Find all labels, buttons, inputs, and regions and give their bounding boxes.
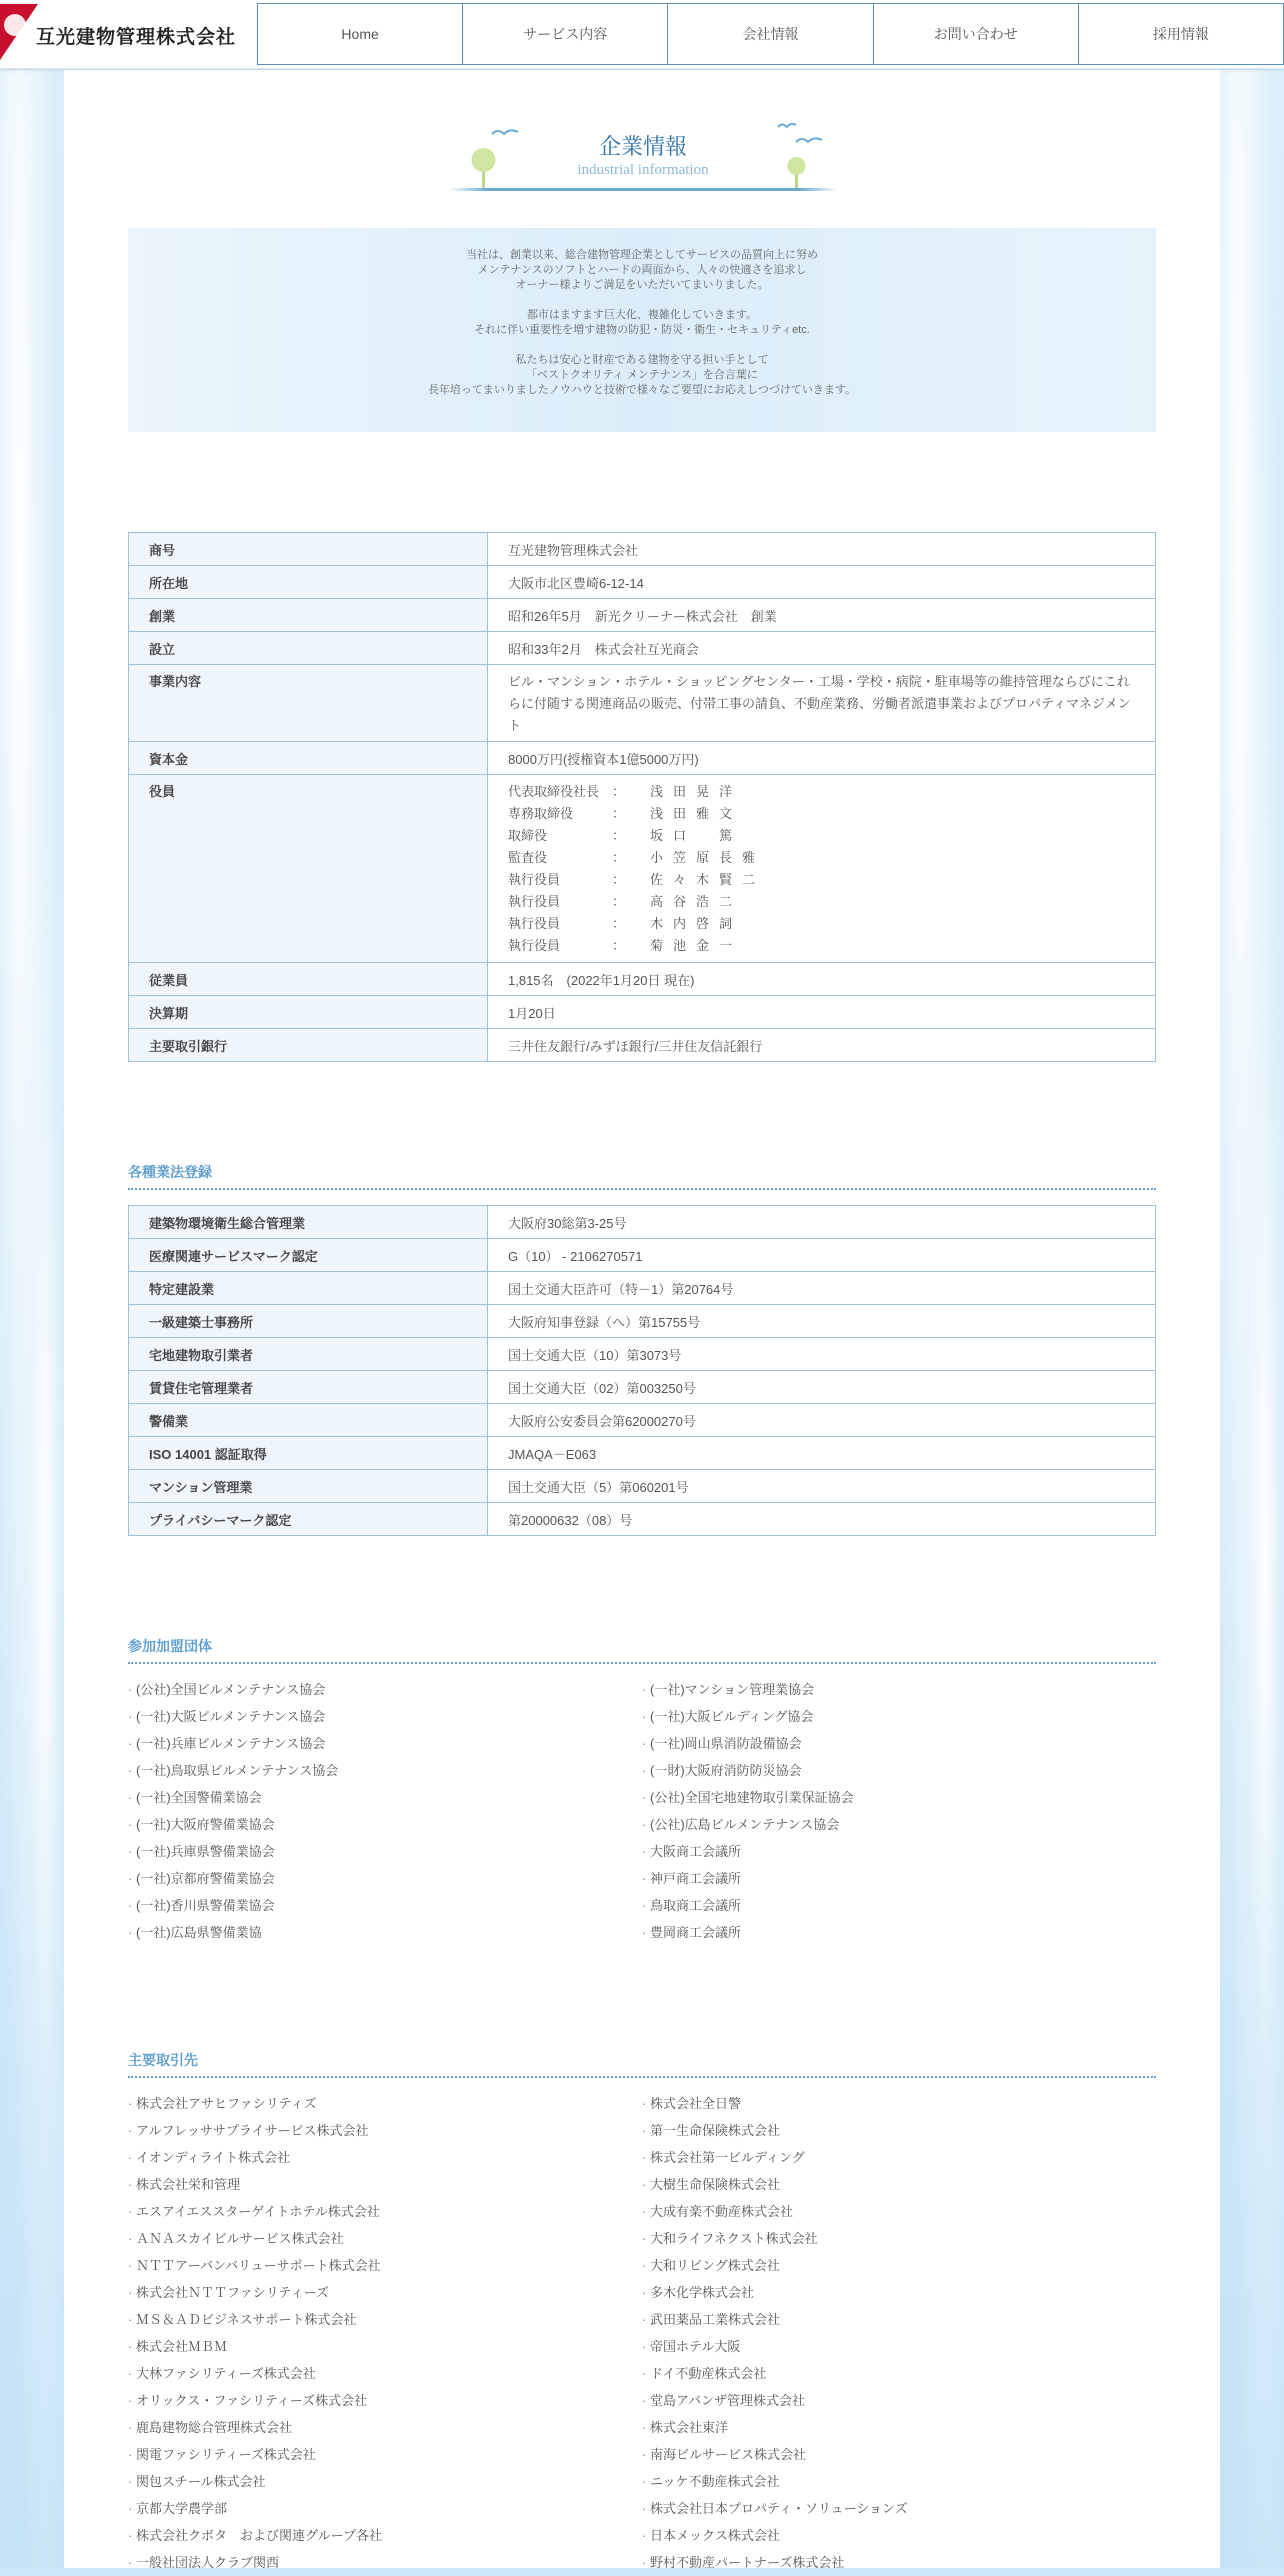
officer-separator: ： <box>612 784 626 799</box>
section-title-registrations: 各種業法登録 <box>128 1162 1156 1190</box>
nav-company[interactable]: 会社情報 <box>667 3 872 65</box>
officer-role: 取締役 <box>508 828 548 843</box>
officer-role: 執行役員 <box>508 872 561 887</box>
table-row <box>129 665 1156 742</box>
list-item: · ＡＮＡスカイビルサービス株式会社 <box>128 2225 642 2252</box>
list-item: · (公社)広島ビルメンテナンス協会 <box>642 1811 1156 1838</box>
officer-separator: ： <box>612 916 626 931</box>
row-label: 建築物環境衛生総合管理業 <box>129 1206 488 1239</box>
row-label: 従業員 <box>129 963 488 996</box>
intro-paragraph: 私たちは安心と財産である建物を守る担い手として 「ベストクオリティ メンテナンス」を合言葉に 長年培ってまいりましたノウハウと技術で様々なご要望にお応えしつづけていきます。 <box>427 354 857 396</box>
row-label: 事業内容 <box>129 665 488 742</box>
row-value: 昭和33年2月 株式会社互光商会 <box>488 632 1156 665</box>
row-value: 昭和26年5月 新光クリーナー株式会社 創業 <box>488 599 1156 632</box>
list-item: · ＮＴＴアーバンバリューサポート株式会社 <box>128 2252 642 2279</box>
table-row <box>129 1029 1156 1062</box>
list-item: · オリックス・ファシリティーズ株式会社 <box>128 2387 642 2414</box>
officer-row <box>508 825 1135 847</box>
row-value: 第20000632（08）号 <box>488 1503 1156 1536</box>
officer-separator: ： <box>612 938 626 953</box>
list-item: · エスアイエススターゲイトホテル株式会社 <box>128 2198 642 2225</box>
nav-contact[interactable]: お問い合わせ <box>873 3 1078 65</box>
row-value: 1,815名 (2022年1月20日 現在) <box>488 963 1156 996</box>
row-label: 医療関連サービスマーク認定 <box>129 1239 488 1272</box>
list-item: · 大樹生命保険株式会社 <box>642 2171 1156 2198</box>
table-row <box>129 1305 1156 1338</box>
list-item: · (一社)マンション管理業協会 <box>642 1676 1156 1703</box>
list-item: · 株式会社クボタ および関連グループ各社 <box>128 2522 642 2549</box>
table-row <box>129 996 1156 1029</box>
list-item: · 鹿島建物総合管理株式会社 <box>128 2414 642 2441</box>
list-item: · 株式会社ＭＢＭ <box>128 2333 642 2360</box>
row-value: ビル・マンション・ホテル・ショッピングセンター・工場・学校・病院・駐車場等の維持管理ならびにこれらに付随する関連商品の販売、付帯工事の請負、不動産業務、労働者派遣事業およびプロパティマネジメント <box>488 665 1156 742</box>
list-item: · 大成有楽不動産株式会社 <box>642 2198 1156 2225</box>
row-value: 互光建物管理株式会社 <box>488 533 1156 566</box>
logo-emblem-icon <box>4 14 26 36</box>
row-value: 国土交通大臣（5）第060201号 <box>488 1470 1156 1503</box>
intro-paragraph: 当社は、創業以来、総合建物管理企業としてサービスの品質向上に努め メンテナンスのソフトとハードの両面から、人々の快適さを追求し オーナー様よりご満足をいただいてまいりました。 <box>466 249 818 291</box>
officer-role: 執行役員 <box>508 938 561 953</box>
table-row <box>129 963 1156 996</box>
list-item: · 株式会社第一ビルディング <box>642 2144 1156 2171</box>
list-item: · (一社)広島県警備業協 <box>128 1919 642 1946</box>
page-title-ja: 企業情報 <box>598 135 687 160</box>
officers-list <box>488 775 1156 963</box>
row-value: 国土交通大臣（02）第003250号 <box>488 1371 1156 1404</box>
officer-name: 佐々木賢二 <box>650 872 766 887</box>
officer-name: 菊池金一 <box>650 938 743 953</box>
intro-message <box>128 228 1156 432</box>
row-label: 決算期 <box>129 996 488 1029</box>
row-label: 設立 <box>129 632 488 665</box>
list-item: · 大林ファシリティーズ株式会社 <box>128 2360 642 2387</box>
officer-role: 執行役員 <box>508 916 561 931</box>
row-value: 8000万円(授権資本1億5000万円) <box>488 742 1156 775</box>
officer-name: 小笠原長雅 <box>650 850 766 865</box>
list-item: · (一社)大阪ビルディング協会 <box>642 1703 1156 1730</box>
list-item: · 大阪商工会議所 <box>642 1838 1156 1865</box>
nav-recruit[interactable]: 採用情報 <box>1078 3 1284 65</box>
officer-separator: ： <box>612 806 626 821</box>
officer-name: 木内啓詞 <box>650 916 743 931</box>
officer-separator: ： <box>612 850 626 865</box>
list-item: · 南海ビルサービス株式会社 <box>642 2441 1156 2468</box>
officer-row <box>508 935 1135 957</box>
officer-role: 執行役員 <box>508 894 561 909</box>
officer-row <box>508 781 1135 803</box>
row-label: 主要取引銀行 <box>129 1029 488 1062</box>
officer-separator: ： <box>612 894 626 909</box>
list-item: · (一社)兵庫県警備業協会 <box>128 1838 642 1865</box>
table-row <box>129 1272 1156 1305</box>
officer-separator: ： <box>612 828 626 843</box>
list-item: · 第一生命保険株式会社 <box>642 2117 1156 2144</box>
table-row <box>129 1371 1156 1404</box>
list-item: · 株式会社東洋 <box>642 2414 1156 2441</box>
list-item: · 関電ファシリティーズ株式会社 <box>128 2441 642 2468</box>
row-label: ISO 14001 認証取得 <box>129 1437 488 1470</box>
officer-separator: ： <box>612 872 626 887</box>
intro-paragraph: 都市はますます巨大化、複雑化していきます。 それに伴い重要性を増す建物の防犯・防災・衛生・セキュリティetc. <box>474 309 810 336</box>
list-item: · 一般社団法人クラブ関西 <box>128 2549 642 2576</box>
row-value: 大阪府公安委員会第62000270号 <box>488 1404 1156 1437</box>
company-info-table <box>128 532 1156 1062</box>
list-item: · (一社)兵庫ビルメンテナンス協会 <box>128 1730 642 1757</box>
table-row <box>129 632 1156 665</box>
list-item: · (公社)全国ビルメンテナンス協会 <box>128 1676 642 1703</box>
row-label: 特定建設業 <box>129 1272 488 1305</box>
list-item: · 堂島アバンザ管理株式会社 <box>642 2387 1156 2414</box>
list-item: · (一社)香川県警備業協会 <box>128 1892 642 1919</box>
clients-list <box>128 2090 1156 2576</box>
list-item: · イオンディライト株式会社 <box>128 2144 642 2171</box>
page-title <box>448 120 838 200</box>
section-title-associations: 参加加盟団体 <box>128 1636 1156 1664</box>
row-label: 資本金 <box>129 742 488 775</box>
row-label: 商号 <box>129 533 488 566</box>
site-header <box>0 0 1284 69</box>
table-row <box>129 775 1156 963</box>
list-item: · ＭＳ＆ＡＤビジネスサポート株式会社 <box>128 2306 642 2333</box>
table-row <box>129 566 1156 599</box>
list-item: · 武田薬品工業株式会社 <box>642 2306 1156 2333</box>
list-item: · 帝国ホテル大阪 <box>642 2333 1156 2360</box>
title-underline <box>448 188 838 191</box>
section-title-clients: 主要取引先 <box>128 2050 1156 2078</box>
nav-services[interactable]: サービス内容 <box>462 3 667 65</box>
row-value: 大阪府30総第3-25号 <box>488 1206 1156 1239</box>
row-label: 所在地 <box>129 566 488 599</box>
list-item: · 京都大学農学部 <box>128 2495 642 2522</box>
list-item: · ニッケ不動産株式会社 <box>642 2468 1156 2495</box>
registrations-table <box>128 1205 1156 1536</box>
row-value: 国土交通大臣許可（特－1）第20764号 <box>488 1272 1156 1305</box>
logo-text: 互光建物管理株式会社 <box>36 26 237 48</box>
list-item: · (一社)鳥取県ビルメンテナンス協会 <box>128 1757 642 1784</box>
list-item: · 日本メックス株式会社 <box>642 2522 1156 2549</box>
table-row <box>129 742 1156 775</box>
list-item: · 豊岡商工会議所 <box>642 1919 1156 1946</box>
officer-row <box>508 803 1135 825</box>
page-title-en: industrial information <box>577 162 709 178</box>
list-item: · アルフレッササプライサービス株式会社 <box>128 2117 642 2144</box>
logo[interactable] <box>0 0 250 68</box>
table-row <box>129 533 1156 566</box>
row-label: 警備業 <box>129 1404 488 1437</box>
table-row <box>129 1404 1156 1437</box>
row-value: G（10） - 2106270571 <box>488 1239 1156 1272</box>
nav-home[interactable]: Home <box>257 3 462 65</box>
table-row <box>129 1206 1156 1239</box>
list-item: · (公社)全国宅地建物取引業保証協会 <box>642 1784 1156 1811</box>
list-item: · (一社)岡山県消防設備協会 <box>642 1730 1156 1757</box>
list-item: · 株式会社栄和管理 <box>128 2171 642 2198</box>
officer-name: 坂口 篤 <box>650 828 743 843</box>
sky-background-right <box>1220 70 1284 2568</box>
officer-row <box>508 869 1135 891</box>
list-item: · 関包スチール株式会社 <box>128 2468 642 2495</box>
table-row <box>129 599 1156 632</box>
row-label: 賃貸住宅管理業者 <box>129 1371 488 1404</box>
list-item: · 大和ライフネクスト株式会社 <box>642 2225 1156 2252</box>
row-value: 大阪市北区豊崎6-12-14 <box>488 566 1156 599</box>
list-item: · ドイ不動産株式会社 <box>642 2360 1156 2387</box>
list-item: · 株式会社全日警 <box>642 2090 1156 2117</box>
officer-role: 専務取締役 <box>508 806 574 821</box>
list-item: · 株式会社日本プロパティ・ソリューションズ <box>642 2495 1156 2522</box>
row-label: 役員 <box>129 775 488 963</box>
officer-row <box>508 891 1135 913</box>
list-item: · 大和リビング株式会社 <box>642 2252 1156 2279</box>
associations-list <box>128 1676 1156 1946</box>
row-label: マンション管理業 <box>129 1470 488 1503</box>
officer-role: 代表取締役社長 <box>508 784 600 799</box>
list-item: · (一社)全国警備業協会 <box>128 1784 642 1811</box>
list-item: · 株式会社ＮＴＴファシリティーズ <box>128 2279 642 2306</box>
officer-name: 浅田雅文 <box>650 806 743 821</box>
row-value: 三井住友銀行/みずほ銀行/三井住友信託銀行 <box>488 1029 1156 1062</box>
table-row <box>129 1503 1156 1536</box>
row-label: 一級建築士事務所 <box>129 1305 488 1338</box>
table-row <box>129 1338 1156 1371</box>
table-row <box>129 1239 1156 1272</box>
officer-row <box>508 913 1135 935</box>
table-row <box>129 1437 1156 1470</box>
row-label: プライバシーマーク認定 <box>129 1503 488 1536</box>
content-panel <box>64 70 1220 2568</box>
row-label: 宅地建物取引業者 <box>129 1338 488 1371</box>
list-item: · (一社)京都府警備業協会 <box>128 1865 642 1892</box>
officer-name: 浅田晃洋 <box>650 784 743 799</box>
row-value: 大阪府知事登録（へ）第15755号 <box>488 1305 1156 1338</box>
officer-name: 高谷浩二 <box>650 894 743 909</box>
officer-row <box>508 847 1135 869</box>
row-value: JMAQA－E063 <box>488 1437 1156 1470</box>
main-nav <box>257 3 1284 65</box>
row-label: 創業 <box>129 599 488 632</box>
list-item: · 株式会社アサヒファシリティズ <box>128 2090 642 2117</box>
list-item: · (一財)大阪府消防防災協会 <box>642 1757 1156 1784</box>
table-row <box>129 1470 1156 1503</box>
list-item: · 神戸商工会議所 <box>642 1865 1156 1892</box>
list-item: · 鳥取商工会議所 <box>642 1892 1156 1919</box>
list-item: · 多木化学株式会社 <box>642 2279 1156 2306</box>
list-item: · 野村不動産パートナーズ株式会社 <box>642 2549 1156 2576</box>
list-item: · (一社)大阪府警備業協会 <box>128 1811 642 1838</box>
row-value: 国土交通大臣（10）第3073号 <box>488 1338 1156 1371</box>
list-item: · (一社)大阪ビルメンテナンス協会 <box>128 1703 642 1730</box>
officer-role: 監査役 <box>508 850 548 865</box>
row-value: 1月20日 <box>488 996 1156 1029</box>
sky-background-left <box>0 70 64 2568</box>
